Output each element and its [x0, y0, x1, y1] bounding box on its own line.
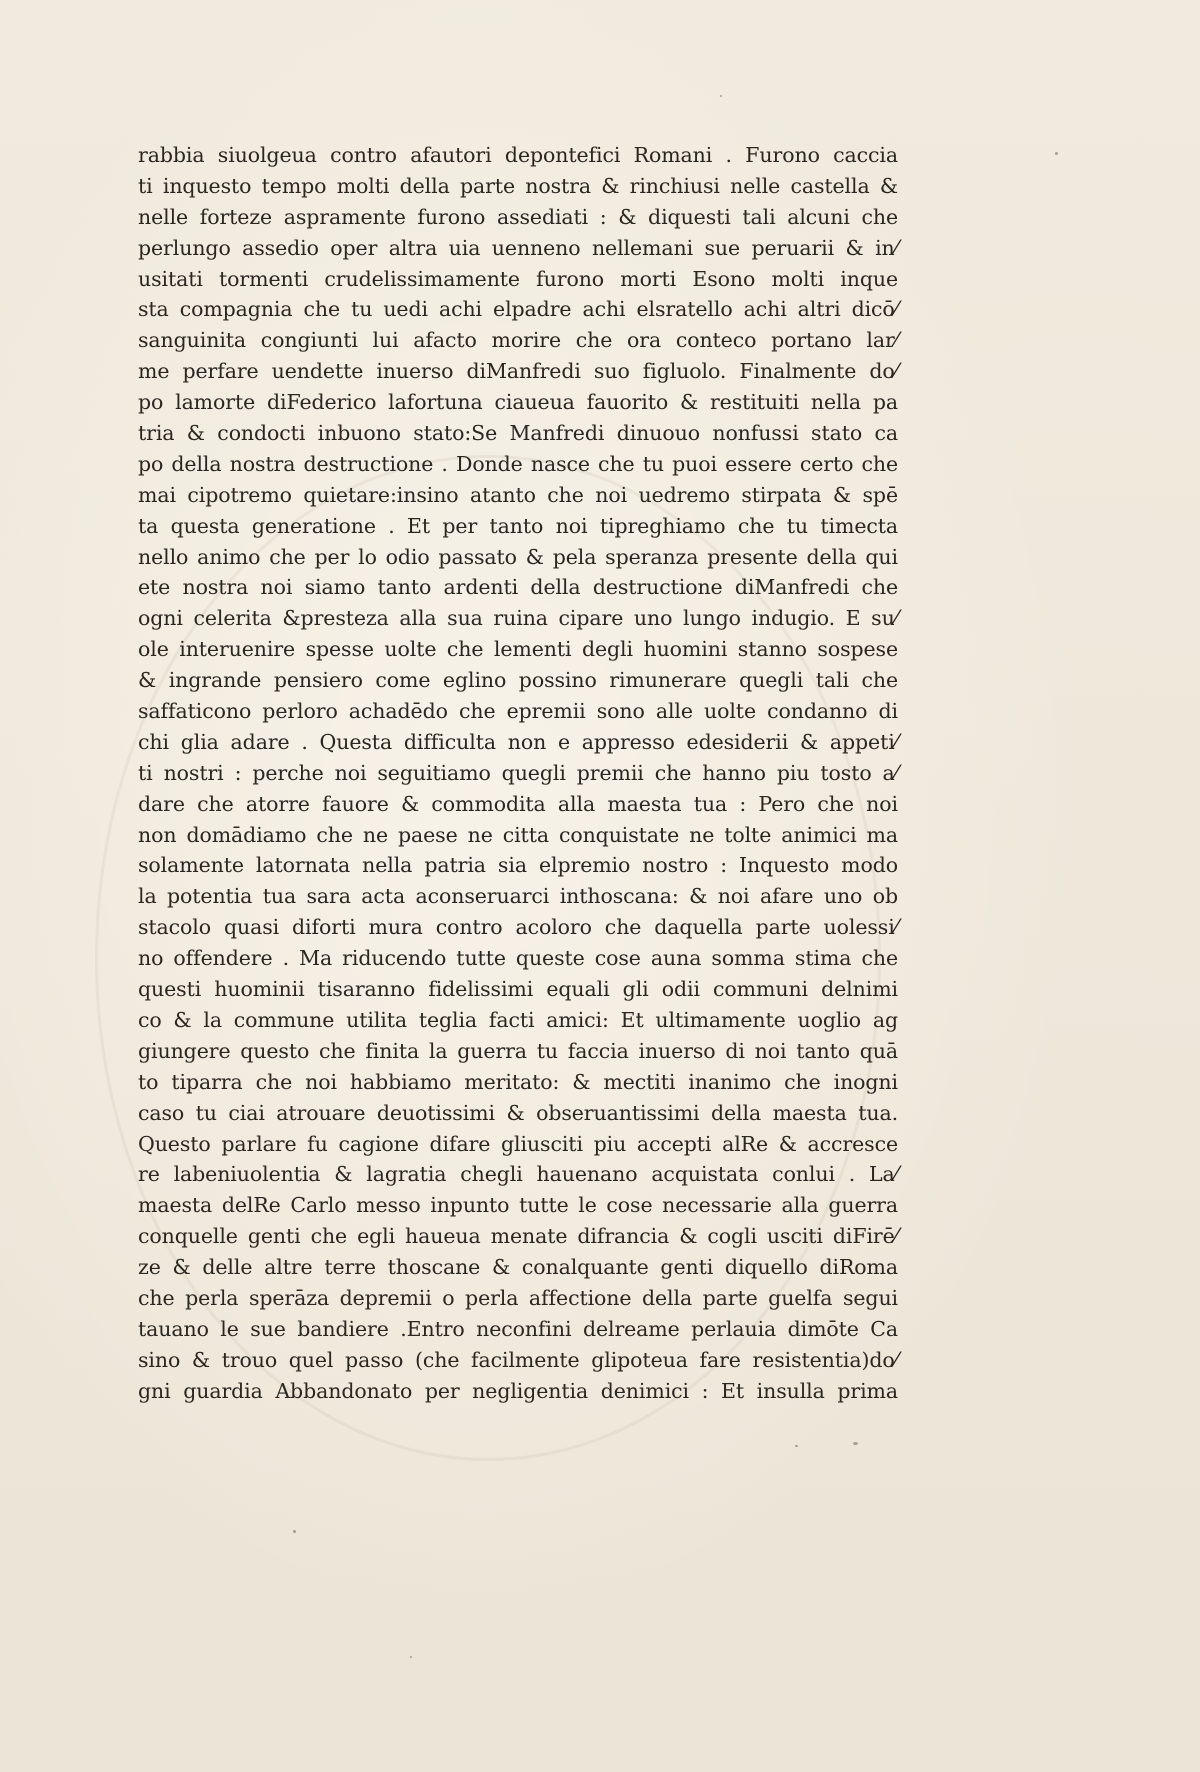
text-line: re labeniuolentia & lagratia chegli hauenano acquistata conlui . La⁄	[138, 1162, 898, 1187]
text-line: tria & condocti inbuono stato:Se Manfredi dinuouo nonfussi stato ca	[138, 421, 898, 446]
text-line: questi huominii tisaranno fidelissimi equali gli odii communi delnimi	[138, 977, 898, 1002]
text-line: nello animo che per lo odio passato & pela speranza presente della qui	[138, 544, 898, 569]
text-line: ti inquesto tempo molti della parte nostra & rinchiusi nelle castella &	[138, 173, 898, 198]
text-line: caso tu ciai atrouare deuotissimi & obseruantissimi della maesta tua.	[138, 1100, 898, 1125]
text-line: saffaticono perloro achadēdo che epremii sono alle uolte condanno di	[138, 699, 898, 724]
text-line: ti nostri : perche noi seguitiamo quegli premii che hanno piu tosto a⁄	[138, 760, 898, 785]
text-line: perlungo assedio oper altra uia uenneno nellemani sue peruarii & in⁄	[138, 235, 898, 260]
text-line: sino & trouo quel passo (che facilmente glipoteua fare resistentia)do⁄	[138, 1347, 898, 1372]
ink-speck	[293, 1530, 296, 1533]
ink-speck	[410, 1656, 412, 1658]
text-line: sta compagnia che tu uedi achi elpadre achi elsratello achi altri dicō⁄	[138, 297, 898, 322]
text-line: sanguinita congiunti lui afacto morire che ora conteco portano lar⁄	[138, 328, 898, 353]
text-line: giungere questo che finita la guerra tu faccia inuerso di noi tanto quā	[138, 1038, 898, 1063]
text-line: stacolo quasi diforti mura contro acoloro che daquella parte uolessi⁄	[138, 915, 898, 940]
text-line: nelle forteze aspramente furono assediati : & diquesti tali alcuni che	[138, 204, 898, 229]
text-line: me perfare uendette inuerso diManfredi suo figluolo. Finalmente do⁄	[138, 359, 898, 384]
ink-speck	[853, 1442, 858, 1445]
text-line: ogni celerita &presteza alla sua ruina cipare uno lungo indugio. E su⁄	[138, 606, 898, 631]
text-line: mai cipotremo quietare:insino atanto che noi uedremo stirpata & spē	[138, 482, 898, 507]
text-line: dare che atorre fauore & commodita alla maesta tua : Pero che noi	[138, 791, 898, 816]
text-line: ta questa generatione . Et per tanto noi tipreghiamo che tu timecta	[138, 513, 898, 538]
text-line: che perla sperāza depremii o perla affectione della parte guelfa segui	[138, 1285, 898, 1310]
text-line: & ingrande pensiero come eglino possino rimunerare quegli tali che	[138, 668, 898, 693]
text-line: po della nostra destructione . Donde nasce che tu puoi essere certo che	[138, 451, 898, 476]
text-line: usitati tormenti crudelissimamente furono morti Esono molti inque	[138, 266, 898, 291]
text-line: po lamorte diFederico lafortuna ciaueua fauorito & restituiti nella pa	[138, 390, 898, 415]
ink-speck	[1055, 152, 1058, 155]
text-line: co & la commune utilita teglia facti amici: Et ultimamente uoglio ag	[138, 1007, 898, 1032]
ink-speck	[795, 1445, 798, 1447]
text-line: la potentia tua sara acta aconseruarci inthoscana: & noi afare uno ob	[138, 884, 898, 909]
text-line: maesta delRe Carlo messo inpunto tutte le cose necessarie alla guerra	[138, 1193, 898, 1218]
text-line: solamente latornata nella patria sia elpremio nostro : Inquesto modo	[138, 853, 898, 878]
text-line: ete nostra noi siamo tanto ardenti della destructione diManfredi che	[138, 575, 898, 600]
text-line: gni guardia Abbandonato per negligentia denimici : Et insulla prima	[138, 1378, 898, 1403]
printed-text-block	[138, 140, 898, 1407]
text-line: tauano le sue bandiere .Entro neconfini delreame perlauia dimōte Ca	[138, 1316, 898, 1341]
text-line: chi glia adare . Questa difficulta non e appresso edesiderii & appeti⁄	[138, 729, 898, 754]
ink-speck	[720, 95, 722, 97]
text-line: ole interuenire spesse uolte che lementi degli huomini stanno sospese	[138, 637, 898, 662]
text-line: non domādiamo che ne paese ne citta conquistate ne tolte animici ma	[138, 822, 898, 847]
text-line: ze & delle altre terre thoscane & conalquante genti diquello diRoma	[138, 1255, 898, 1280]
text-line: rabbia siuolgeua contro afautori depontefici Romani . Furono caccia	[138, 143, 898, 167]
text-line: conquelle genti che egli haueua menate difrancia & cogli usciti diFirē⁄	[138, 1224, 898, 1249]
text-line: no offendere . Ma riducendo tutte queste cose auna somma stima che	[138, 946, 898, 971]
text-line: to tiparra che noi habbiamo meritato: & mectiti inanimo che inogni	[138, 1069, 898, 1094]
text-line: Questo parlare fu cagione difare gliusciti piu accepti alRe & accresce	[138, 1131, 898, 1156]
